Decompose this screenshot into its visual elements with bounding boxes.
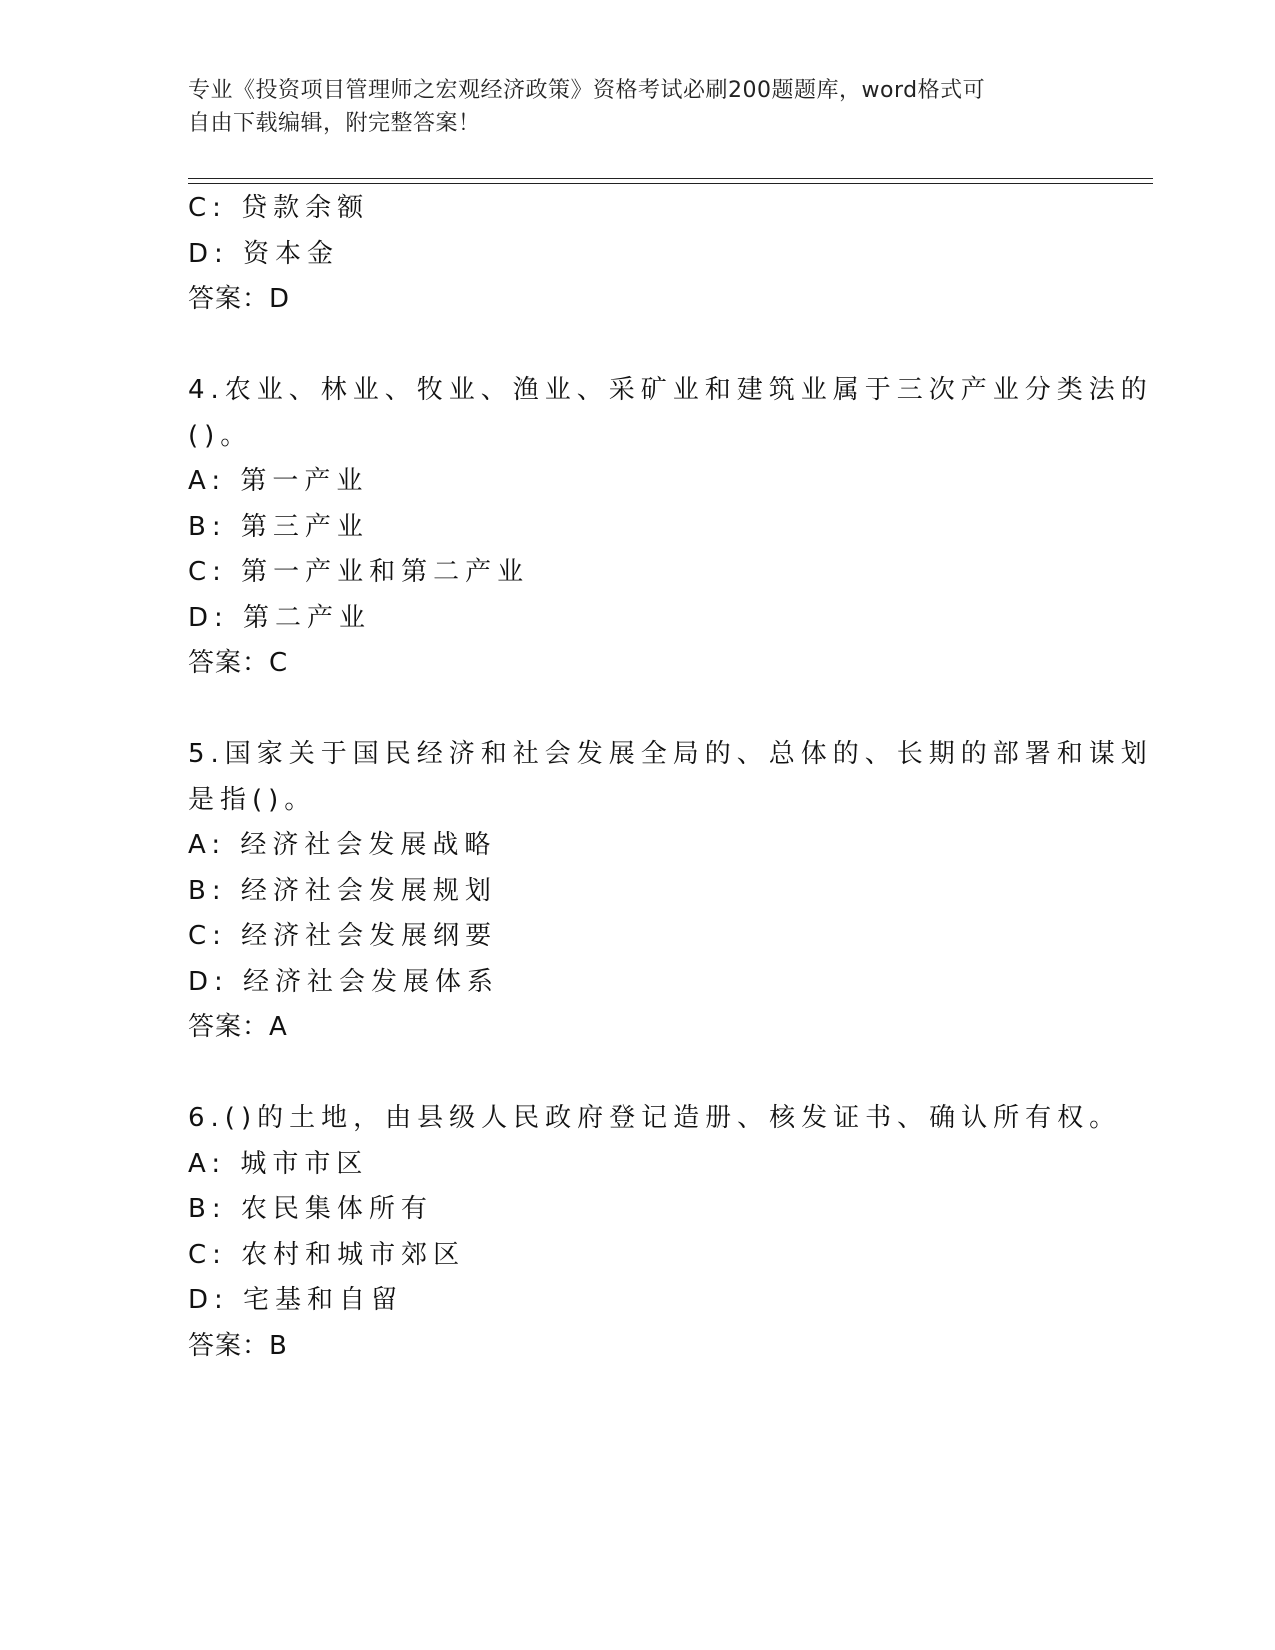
- option-d: D: 经济社会发展体系: [188, 966, 500, 997]
- question-block-5: [188, 732, 1153, 1051]
- header-divider-bottom: [188, 183, 1153, 184]
- answer-line: 答案：D: [188, 284, 291, 314]
- answer-line: 答案：B: [188, 1330, 288, 1361]
- question-stem: 5.国家关于国民经济和社会发展全局的、总体的、长期的部署和谋划: [188, 739, 1153, 769]
- spacer: [188, 687, 1088, 733]
- document-header: [188, 74, 1088, 140]
- option-d: D: 资本金: [188, 238, 340, 269]
- question-stem-continued: ()。: [188, 420, 253, 451]
- option-b: B: 第三产业: [188, 511, 369, 542]
- question-block-prev: [188, 186, 1088, 323]
- option-c: C: 农村和城市郊区: [188, 1239, 466, 1270]
- header-line-1: 专业《投资项目管理师之宏观经济政策》资格考试必刷200题题库，word格式可: [188, 78, 986, 103]
- question-block-6: [188, 1096, 1122, 1369]
- question-stem-continued: 是指()。: [188, 784, 317, 815]
- option-c: C: 经济社会发展纲要: [188, 921, 498, 951]
- option-a: A: 经济社会发展战略: [188, 830, 497, 860]
- answer-line: 答案：A: [188, 1012, 288, 1042]
- option-b: B: 农民集体所有: [188, 1194, 433, 1224]
- option-b: B: 经济社会发展规划: [188, 875, 497, 906]
- header-line-2: 自由下载编辑，附完整答案！: [188, 111, 481, 136]
- question-list: [188, 186, 1153, 1369]
- option-a: A: 第一产业: [188, 466, 369, 496]
- option-c: C: 第一产业和第二产业: [188, 557, 530, 587]
- option-c: C: 贷款余额: [188, 193, 370, 223]
- option-d: D: 第二产业: [188, 602, 372, 633]
- question-stem: 6.()的土地，由县级人民政府登记造册、核发证书、确认所有权。: [188, 1103, 1122, 1133]
- option-d: D: 宅基和自留: [188, 1285, 404, 1315]
- header-divider-top: [188, 178, 1153, 179]
- spacer: [188, 323, 1088, 369]
- spacer: [188, 1051, 1088, 1097]
- question-stem: 4.农业、林业、牧业、渔业、采矿业和建筑业属于三次产业分类法的: [188, 375, 1153, 405]
- option-a: A: 城市市区: [188, 1148, 369, 1179]
- question-block-4: [188, 368, 1153, 687]
- answer-line: 答案：C: [188, 648, 289, 678]
